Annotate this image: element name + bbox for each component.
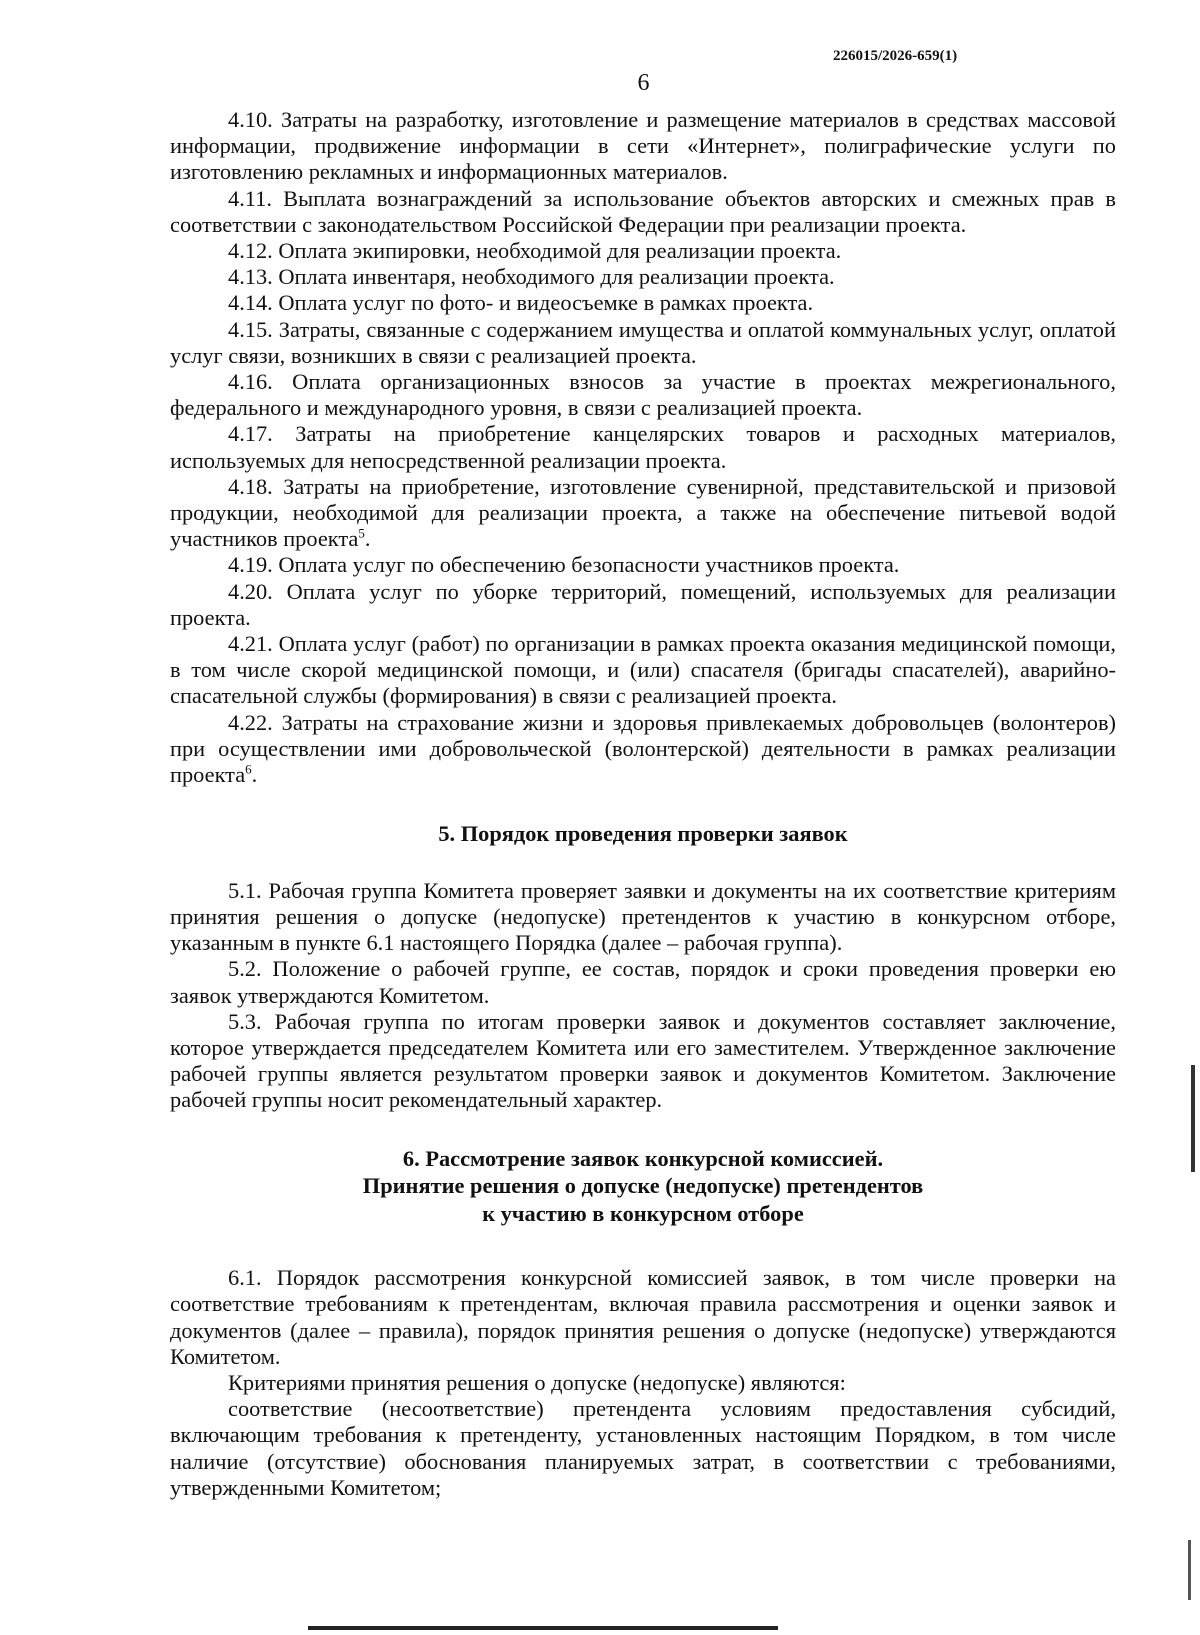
paragraph-4-12 <box>170 238 1116 264</box>
paragraph-number: 4.11. <box>228 185 272 211</box>
paragraph-text: соответствие (несоответствие) претендента условиям предоставления субсидий, включающим требования к претенденту, установленных настоящим Порядком, в том числе наличие (отсутствие) обоснования планируемых затрат, в соответствии с требованиями, утвержденными Комитетом; <box>170 1396 1116 1500</box>
paragraph-4-16 <box>170 369 1116 421</box>
paragraph-text: Положение о рабочей группе, ее состав, порядок и сроки проведения проверки ею заявок утверждаются Комитетом. <box>170 956 1116 1008</box>
section-6-heading-line-3: к участию в конкурсном отборе <box>482 1200 804 1226</box>
document-number: 226015/2026-659(1) <box>833 48 958 64</box>
paragraph-number: 4.18. <box>228 473 273 499</box>
paragraph-4-17 <box>170 421 1116 473</box>
scan-edge-mark <box>1188 1540 1191 1600</box>
spacer <box>170 1227 1116 1265</box>
paragraph-text: Затраты, связанные с содержанием имущества и оплатой коммунальных услуг, оплатой услуг связи, возникших в связи с реализацией проекта. <box>170 316 1116 368</box>
paragraph-number: 5.3. <box>228 1008 262 1034</box>
paragraph-number: 4.13. <box>228 264 273 290</box>
paragraph-number: 4.10. <box>228 107 273 132</box>
paragraph-4-18 <box>170 474 1116 553</box>
page-number: 6 <box>637 70 650 96</box>
paragraph-6-1 <box>170 1265 1116 1370</box>
paragraph-tail: . <box>364 526 371 552</box>
paragraph-text: Оплата экипировки, необходимой для реализации проекта. <box>278 238 842 264</box>
footnote-marker[interactable]: 5 <box>358 525 365 541</box>
paragraph-text: Затраты на страхование жизни и здоровья привлекаемых добровольцев (волонтеров) при осуществлении ими добровольческой (волонтерской) деятельности в рамках реализации проекта <box>170 709 1116 788</box>
paragraph-text: Оплата услуг по уборке территорий, помещений, используемых для реализации проекта. <box>170 578 1116 630</box>
spacer <box>170 848 1116 878</box>
paragraph-text: Затраты на приобретение, изготовление сувенирной, представительской и призовой продукции, необходимой для реализации проекта, а также на обеспечение питьевой водой участников проекта <box>170 473 1116 552</box>
paragraph-4-22 <box>170 710 1116 789</box>
paragraph-text: Порядок рассмотрения конкурсной комиссией заявок, в том числе проверки на соответствие требованиям к претендентам, включая правила рассмотрения и оценки заявок и документов (далее – правила), порядок принятия решения о допуске (недопуске) утверждаются Комитетом. <box>170 1265 1116 1369</box>
footnote-marker[interactable]: 6 <box>245 761 252 777</box>
document-body <box>170 107 1116 1501</box>
paragraph-4-10 <box>170 107 1116 186</box>
paragraph-number: 4.16. <box>228 369 273 395</box>
paragraph-number: 6.1. <box>228 1265 262 1291</box>
scan-edge-mark <box>1191 1065 1195 1172</box>
paragraph-text: Рабочая группа Комитета проверяет заявки и документы на их соответствие критериям принятия решения о допуске (недопуске) претендентов к участию в конкурсном отборе, указанным в пункте 6.1 настоящего Порядка (далее – рабочая группа). <box>170 877 1116 956</box>
paragraph-4-21 <box>170 631 1116 710</box>
section-5-heading: 5. Порядок проведения проверки заявок <box>438 821 848 847</box>
paragraph-text: Оплата услуг по обеспечению безопасности участников проекта. <box>278 552 900 578</box>
section-6-heading-line-1: 6. Рассмотрение заявок конкурсной комиссией. <box>402 1145 884 1171</box>
paragraph-4-11 <box>170 186 1116 238</box>
paragraph-text: Критериями принятия решения о допуске (недопуске) являются: <box>228 1369 846 1395</box>
paragraph-number: 4.17. <box>228 421 273 447</box>
paragraph-number: 4.14. <box>228 290 273 316</box>
paragraph-4-13 <box>170 264 1116 290</box>
page-bottom-rule <box>308 1626 778 1630</box>
paragraph-text: Рабочая группа по итогам проверки заявок и документов составляет заключение, которое утверждается председателем Комитета или его заместителем. Утвержденное заключение рабочей группы является результатом проверки заявок и документов Комитетом. Заключение рабочей группы носит рекомендательный характер. <box>170 1008 1116 1113</box>
paragraph-number: 4.19. <box>228 552 273 578</box>
spacer <box>170 1114 1116 1145</box>
paragraph-tail: . <box>251 762 258 788</box>
paragraph-number: 4.20. <box>228 578 273 604</box>
paragraph-criteria-1 <box>170 1396 1116 1501</box>
spacer <box>170 788 1116 820</box>
paragraph-text: Оплата услуг по фото- и видеосъемке в рамках проекта. <box>278 290 814 316</box>
paragraph-number: 5.2. <box>228 956 262 982</box>
paragraph-text: Выплата вознаграждений за использование объектов авторских и смежных прав в соответствии с законодательством Российской Федерации при реализации проекта. <box>170 185 1116 237</box>
paragraph-number: 4.12. <box>228 238 273 264</box>
paragraph-criteria-intro <box>170 1370 1116 1396</box>
paragraph-4-15 <box>170 317 1116 369</box>
paragraph-text: Затраты на разработку, изготовление и размещение материалов в средствах массовой информации, продвижение информации в сети «Интернет», полиграфические услуги по изготовлению рекламных и информационных материалов. <box>170 107 1116 185</box>
paragraph-4-14 <box>170 290 1116 316</box>
paragraph-number: 4.22. <box>228 709 273 735</box>
paragraph-4-20 <box>170 579 1116 631</box>
paragraph-5-1 <box>170 878 1116 957</box>
paragraph-5-3 <box>170 1009 1116 1114</box>
paragraph-number: 4.21. <box>228 631 273 657</box>
paragraph-text: Затраты на приобретение канцелярских товаров и расходных материалов, используемых для непосредственной реализации проекта. <box>170 421 1116 473</box>
paragraph-4-19 <box>170 552 1116 578</box>
paragraph-number: 4.15. <box>228 316 273 342</box>
paragraph-text: Оплата услуг (работ) по организации в рамках проекта оказания медицинской помощи, в том числе скорой медицинской помощи, и (или) спасателя (бригады спасателей), аварийно-спасательной службы (формирования) в связи с реализацией проекта. <box>170 631 1116 709</box>
paragraph-number: 5.1. <box>228 877 262 903</box>
paragraph-text: Оплата организационных взносов за участие в проектах межрегионального, федерального и международного уровня, в связи с реализацией проекта. <box>170 369 1116 421</box>
paragraph-text: Оплата инвентаря, необходимого для реализации проекта. <box>278 264 835 290</box>
paragraph-5-2 <box>170 956 1116 1008</box>
section-6-heading-line-2: Принятие решения о допуске (недопуске) претендентов <box>362 1173 924 1199</box>
